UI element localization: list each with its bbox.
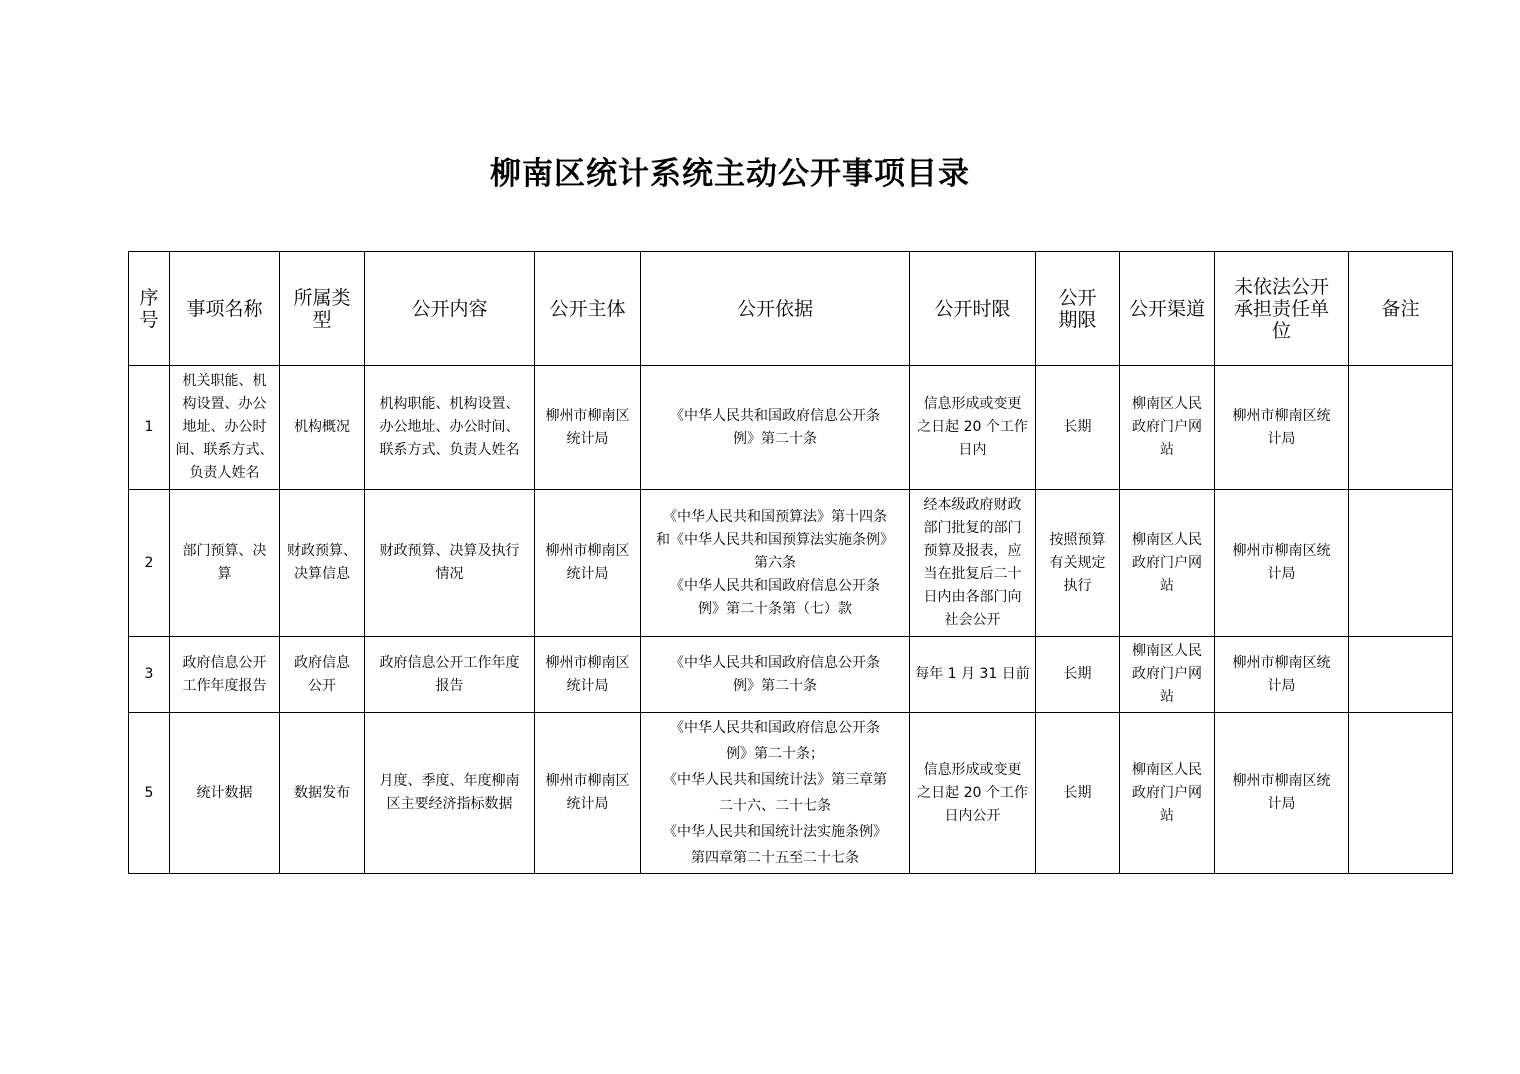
header-period: 公开 期限	[1036, 252, 1120, 366]
row-remark	[1349, 713, 1453, 874]
header-channel: 公开渠道	[1120, 252, 1215, 366]
row-no: 5	[129, 713, 170, 874]
row-no: 1	[129, 366, 170, 490]
row-item-name: 机关职能、机 构设置、办公 地址、办公时 间、联系方式、 负责人姓名	[170, 366, 280, 490]
row-period: 按照预算 有关规定 执行	[1036, 490, 1120, 637]
header-time-limit: 公开时限	[910, 252, 1036, 366]
row-channel: 柳南区人民 政府门户网 站	[1120, 637, 1215, 713]
row-time-limit: 信息形成或变更 之日起 20 个工作 日内公开	[910, 713, 1036, 874]
row-remark	[1349, 637, 1453, 713]
header-remark: 备注	[1349, 252, 1453, 366]
row-period: 长期	[1036, 713, 1120, 874]
row-channel: 柳南区人民 政府门户网 站	[1120, 366, 1215, 490]
row-responsible-unit: 柳州市柳南区统 计局	[1215, 637, 1349, 713]
row-subject: 柳州市柳南区 统计局	[535, 490, 641, 637]
table-row	[129, 637, 1453, 713]
disclosure-catalog-table	[128, 251, 1453, 874]
row-period: 长期	[1036, 637, 1120, 713]
row-time-limit: 每年 1 月 31 日前	[910, 637, 1036, 713]
row-responsible-unit: 柳州市柳南区统 计局	[1215, 713, 1349, 874]
row-subject: 柳州市柳南区 统计局	[535, 713, 641, 874]
row-no: 2	[129, 490, 170, 637]
row-no: 3	[129, 637, 170, 713]
header-content: 公开内容	[365, 252, 535, 366]
header-row	[129, 252, 1453, 366]
row-remark	[1349, 490, 1453, 637]
header-no: 序 号	[129, 252, 170, 366]
row-item-name: 统计数据	[170, 713, 280, 874]
table-row	[129, 366, 1453, 490]
row-category: 财政预算、 决算信息	[280, 490, 365, 637]
row-basis: 《中华人民共和国预算法》第十四条 和《中华人民共和国预算法实施条例》 第六条 《中华人民共和国政府信息公开条 例》第二十条第（七）款	[641, 490, 910, 637]
table-row	[129, 490, 1453, 637]
row-content: 政府信息公开工作年度 报告	[365, 637, 535, 713]
row-responsible-unit: 柳州市柳南区统 计局	[1215, 490, 1349, 637]
row-basis: 《中华人民共和国政府信息公开条 例》第二十条； 《中华人民共和国统计法》第三章第 二十六、二十七条 《中华人民共和国统计法实施条例》 第四章第二十五至二十七条	[641, 713, 910, 874]
row-remark	[1349, 366, 1453, 490]
header-item-name: 事项名称	[170, 252, 280, 366]
row-item-name: 政府信息公开 工作年度报告	[170, 637, 280, 713]
row-content: 月度、季度、年度柳南 区主要经济指标数据	[365, 713, 535, 874]
row-time-limit: 经本级政府财政 部门批复的部门 预算及报表，应 当在批复后二十 日内由各部门向 社会公开	[910, 490, 1036, 637]
row-basis: 《中华人民共和国政府信息公开条 例》第二十条	[641, 366, 910, 490]
row-responsible-unit: 柳州市柳南区统 计局	[1215, 366, 1349, 490]
row-channel: 柳南区人民 政府门户网 站	[1120, 713, 1215, 874]
table-row	[129, 713, 1453, 874]
row-channel: 柳南区人民 政府门户网 站	[1120, 490, 1215, 637]
row-period: 长期	[1036, 366, 1120, 490]
row-subject: 柳州市柳南区 统计局	[535, 366, 641, 490]
row-content: 财政预算、决算及执行 情况	[365, 490, 535, 637]
row-category: 机构概况	[280, 366, 365, 490]
row-category: 政府信息 公开	[280, 637, 365, 713]
row-category: 数据发布	[280, 713, 365, 874]
header-basis: 公开依据	[641, 252, 910, 366]
row-subject: 柳州市柳南区 统计局	[535, 637, 641, 713]
row-content: 机构职能、机构设置、 办公地址、办公时间、 联系方式、负责人姓名	[365, 366, 535, 490]
page-title: 柳南区统计系统主动公开事项目录	[490, 156, 970, 192]
header-subject: 公开主体	[535, 252, 641, 366]
row-basis: 《中华人民共和国政府信息公开条 例》第二十条	[641, 637, 910, 713]
row-time-limit: 信息形成或变更 之日起 20 个工作 日内	[910, 366, 1036, 490]
row-item-name: 部门预算、决 算	[170, 490, 280, 637]
header-category: 所属类 型	[280, 252, 365, 366]
header-responsible-unit: 未依法公开 承担责任单 位	[1215, 252, 1349, 366]
